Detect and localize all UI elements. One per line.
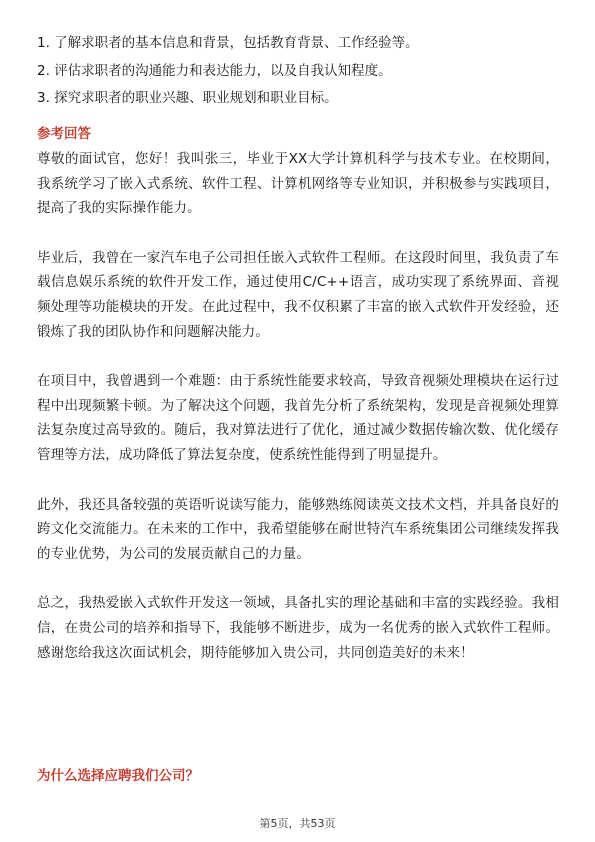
answer-paragraph: 尊敬的面试官，您好！我叫张三，毕业于XX大学计算机科学与技术专业。在校期间，我系统学习了嵌入式系统、软件工程、计算机网络等专业知识，并积极参与实践项目，提高了我的实际操作能力。	[37, 151, 559, 217]
goal-item: 2. 评估求职者的沟通能力和表达能力，以及自我认知程度。	[37, 62, 392, 79]
goal-item: 3. 探究求职者的职业兴趣、职业规划和职业目标。	[37, 90, 338, 106]
answer-body	[37, 147, 559, 690]
answer-paragraph: 此外，我还具备较强的英语听说读写能力，能够熟练阅读英文技术文档，并具备良好的跨文化交流能力。在未来的工作中，我希望能够在耐世特汽车系统集团公司继续发挥我的专业优势，为公司的发展贡献自己的力量。	[37, 496, 559, 562]
goal-list	[37, 30, 567, 113]
answer-paragraph: 毕业后，我曾在一家汽车电子公司担任嵌入式软件工程师。在这段时间里，我负责了车载信息娱乐系统的软件开发工作，通过使用C/C++语言，成功实现了系统界面、音视频处理等功能模块的开发。在此过程中，我不仅积累了丰富的嵌入式软件开发经验，还锻炼了我的团队协作和问题解决能力。	[37, 249, 559, 340]
goal-item: 1. 了解求职者的基本信息和背景，包括教育背景、工作经验等。	[37, 35, 419, 51]
answer-paragraph: 总之，我热爱嵌入式软件开发这一领域，具备扎实的理论基础和丰富的实践经验。我相信，在贵公司的培养和指导下，我能够不断进步，成为一名优秀的嵌入式软件工程师。感谢您给我这次面试机会，期待能够加入贵公司，共同创造美好的未来！	[37, 595, 559, 661]
answer-paragraph: 在项目中，我曾遇到一个难题：由于系统性能要求较高，导致音视频处理模块在运行过程中出现频繁卡顿。为了解决这个问题，我首先分析了系统架构，发现是音视频处理算法复杂度过高导致的。随后，我对算法进行了优化，通过减少数据传输次数、优化缓存管理等方法，成功降低了算法复杂度，使系统性能得到了明显提升。	[37, 373, 559, 463]
answer-heading: 参考回答	[37, 126, 91, 142]
next-question-heading: 为什么选择应聘我们公司？	[37, 768, 199, 784]
page-number: 第5页，共53页	[259, 817, 336, 830]
